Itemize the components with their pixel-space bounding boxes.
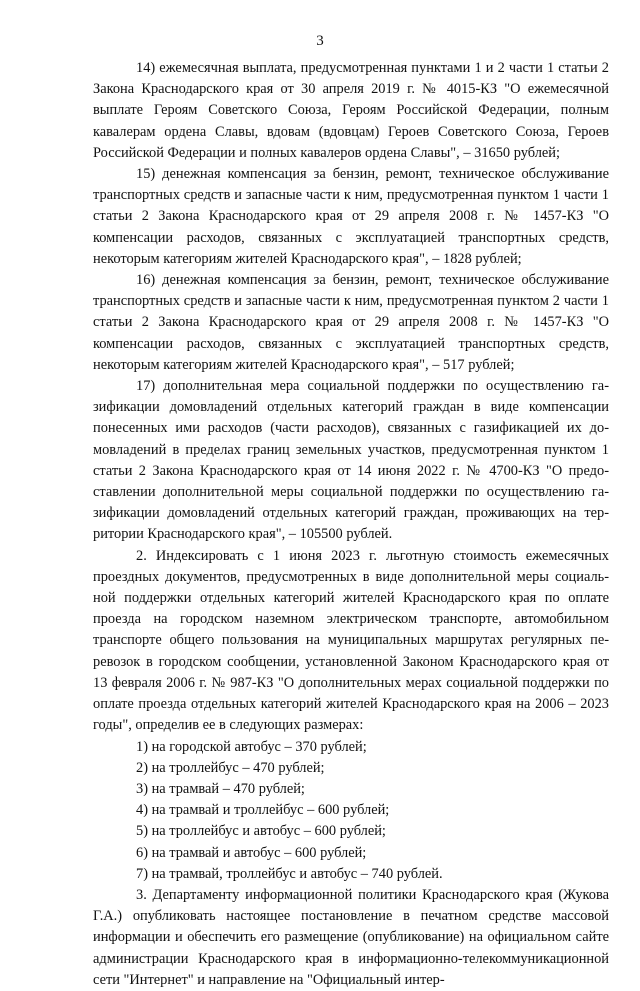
list-item: 1) на городской автобус – 370 рублей;	[136, 738, 367, 755]
paragraph-item-17: 17) дополнительная мера социальной поддержки по осуществлению газификации домовладений отдельных категорий граждан в виде компенсации понесенных ими расходов (части расходов), связанных с газификацией их домовладений в пределах границ земельных участков, предусмотренная пунктом 1 статьи 2 Закона Краснодарского края от 14 июня 2022 г. № 4700-КЗ "О предоставлении дополнительной меры социальной поддержки по осуществлению газификации домовладений отдельных категорий граждан, проживающих на территории Краснодарского края", – 105500 рублей.	[93, 378, 609, 543]
paragraph-item-16: 16) денежная компенсация за бензин, ремонт, техническое обслуживание транспортных средств и запасные части к ним, предусмотренная пунктом 2 части 1 статьи 2 Закона Краснодарского края от 29 апреля 2008 г. № 1457-КЗ "О компенсации расходов, связанных с эксплуатацией транспортных средств, некоторым категориям жителей Краснодарского края", – 517 рублей;	[93, 272, 609, 373]
paragraph-section-3: 3. Департаменту информационной политики Краснодарского края (Жукова Г.А.) опубликовать настоящее постановление в печатном средстве массовой информации и обеспечить его размещение (опубликование) на официальном сайте администрации Краснодарского края в информационно-телекоммуникационной сети "Интернет" и направление на "Официальный интер-	[93, 886, 609, 988]
list-item: 4) на трамвай и троллейбус – 600 рублей;	[136, 802, 390, 819]
list-item: 2) на троллейбус – 470 рублей;	[136, 759, 325, 776]
paragraph-item-14: 14) ежемесячная выплата, предусмотренная пунктами 1 и 2 части 1 статьи 2 Закона Краснодарского края от 30 апреля 2019 г. № 4015-КЗ "О ежемесячной выплате Героям Советского Союза, Героям Российской Федерации, полным кавалерам ордена Славы, вдовам (вдовцам) Героев Советского Союза, Героев Российской Федерации и полных кавалеров ордена Славы", – 31650 рублей;	[93, 60, 609, 161]
paragraph-section-2: 2. Индексировать с 1 июня 2023 г. льготную стоимость ежемесячных проездных документов, предусмотренных в виде дополнительной меры социальной поддержки отдельных категорий жителей Краснодарского края по оплате проезда на городском наземном электрическом транспорте, автомобильном транспорте общего пользования на муниципальных маршрутах регулярных перевозок в городском сообщении, установленной Законом Краснодарского края от 13 февраля 2006 г. № 987-КЗ "О дополнительных мерах социальной поддержки по оплате проезда отдельных категорий жителей Краснодарского края на 2006 – 2023 годы", определив ее в следующих размерах:	[93, 547, 609, 734]
list-item: 5) на троллейбус и автобус – 600 рублей;	[136, 823, 386, 840]
list-item: 3) на трамвай – 470 рублей;	[136, 780, 305, 797]
list-item: 6) на трамвай и автобус – 600 рублей;	[136, 844, 367, 861]
page-number: 3	[316, 33, 324, 49]
fare-list	[93, 737, 609, 885]
list-item: 7) на трамвай, троллейбус и автобус – 740 рублей.	[136, 865, 443, 882]
document-body	[93, 58, 609, 991]
paragraph-item-15: 15) денежная компенсация за бензин, ремонт, техническое обслуживание транспортных средств и запасные части к ним, предусмотренная пунктом 1 части 1 статьи 2 Закона Краснодарского края от 29 апреля 2008 г. № 1457-КЗ "О компенсации расходов, связанных с эксплуатацией транспортных средств, некоторым категориям жителей Краснодарского края", – 1828 рублей;	[93, 166, 609, 267]
